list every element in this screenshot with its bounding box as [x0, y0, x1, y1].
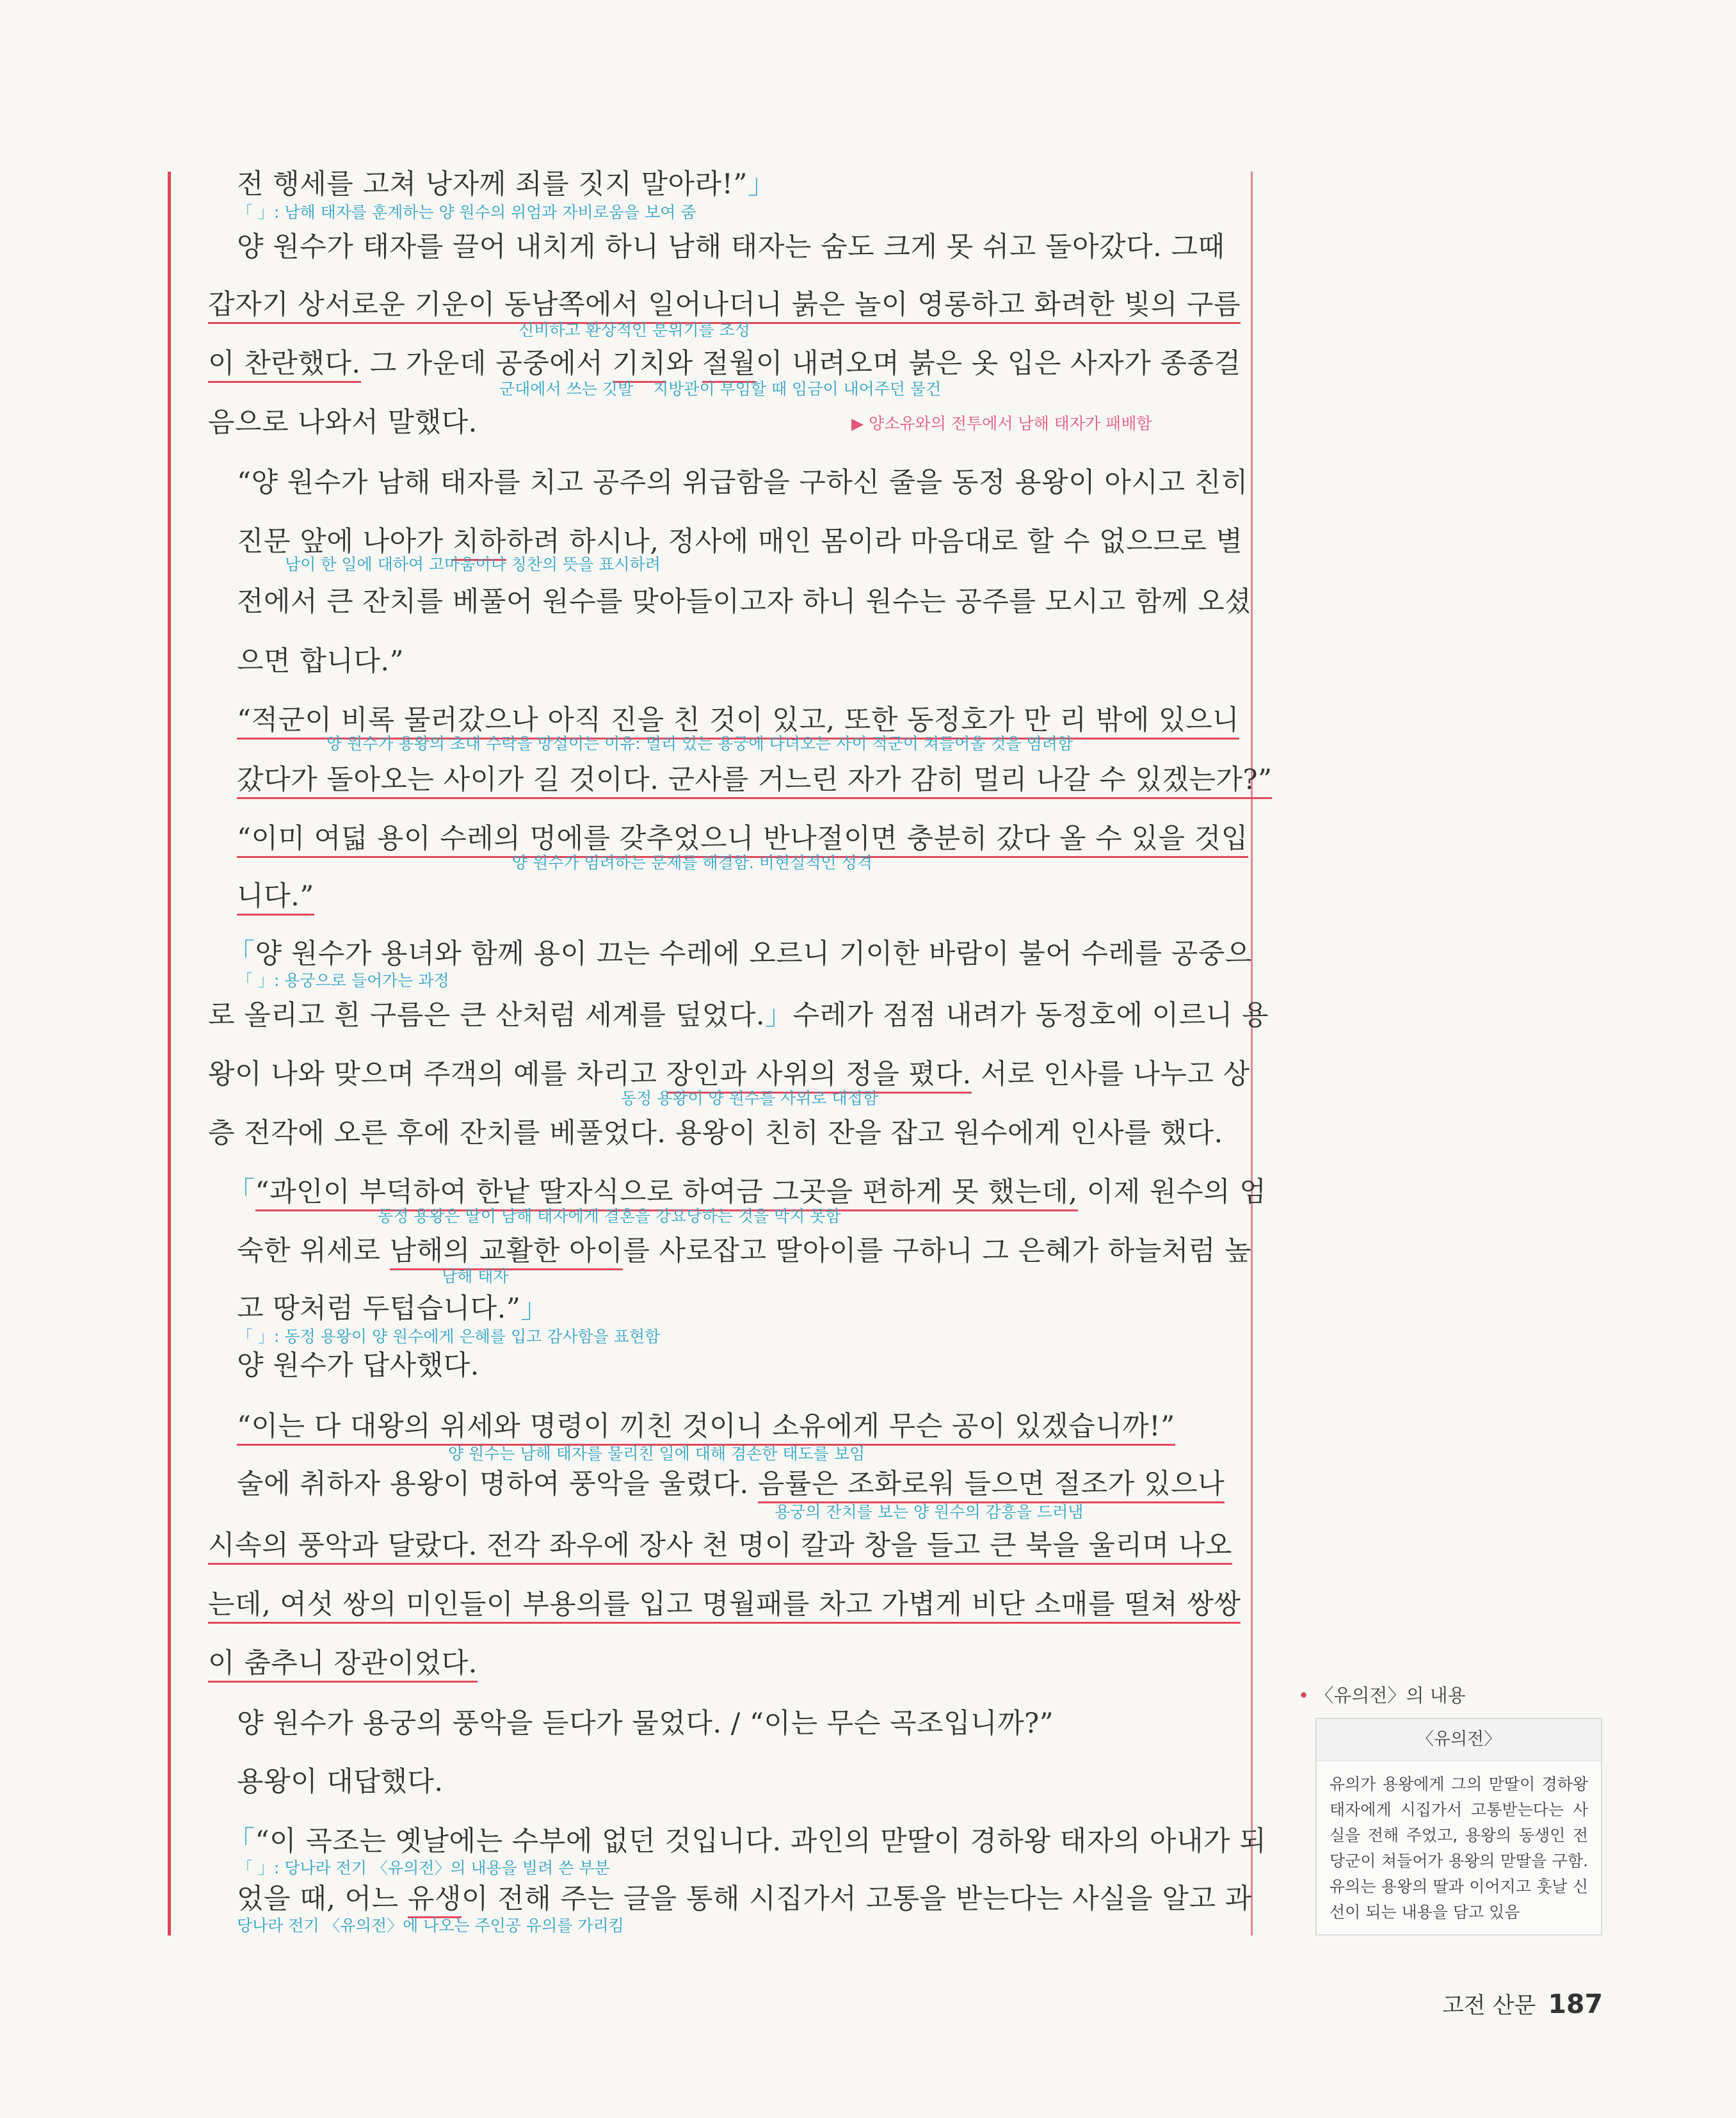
- text-line: [237, 1704, 1054, 1743]
- text-segment: “양 원수가 남해 태자를 치고 공주의 위급함을 구하신 줄을 동정 용왕이 아시고 친히: [237, 467, 1248, 499]
- page-footer: [1442, 1988, 1603, 2020]
- text-line: [208, 1644, 478, 1683]
- text-segment: 양 원수가 태자를 끌어 내치게 하니 남해 태자는 숨도 크게 못 쉬고 돌아갔다. 그때: [237, 231, 1225, 263]
- underlined-phrase: 니다.”: [237, 880, 314, 916]
- text-line: [208, 344, 1241, 383]
- text-segment: 고 땅처럼 두텁습니다.”: [237, 1293, 521, 1325]
- annotation: 「 」: 용궁으로 들어가는 과정: [237, 971, 449, 990]
- text-segment: 그 가운데 공중에서: [360, 348, 613, 380]
- left-margin-bar: [168, 172, 171, 1936]
- text-segment: 이 내려오며 붉은 옷 입은 사자가 종종걸: [755, 348, 1241, 380]
- annotation: 군대에서 쓰는 깃발: [499, 380, 634, 398]
- annotation: 양 원수가 염려하는 문제를 해결함. 비현실적인 성격: [512, 853, 872, 872]
- text-line: [237, 1346, 479, 1385]
- annotation: 신비하고 환상적인 분위기를 조성: [518, 321, 750, 339]
- info-box-title: 〈유의전〉: [1317, 1719, 1601, 1761]
- annotation: 동정 용왕이 양 원수를 사위로 대접함: [621, 1089, 878, 1108]
- text-line: [237, 820, 1248, 858]
- text-line: [227, 935, 1252, 973]
- right-margin-bar: [1251, 172, 1253, 1936]
- text-segment: 으면 합니다.”: [237, 645, 405, 677]
- text-segment: 이제 원수의 엄: [1077, 1176, 1267, 1208]
- text-segment: 양 원수가 용녀와 함께 용이 끄는 수레에 오르니 기이한 바람이 불어 수레를 공중으: [255, 938, 1252, 970]
- text-segment: 숙한 위세로: [237, 1235, 390, 1267]
- text-line: [237, 583, 1251, 621]
- underlined-phrase: 이 춤추니 장관이었다.: [208, 1647, 478, 1683]
- annotation: 남해 태자: [442, 1267, 509, 1286]
- annotation: 지방관이 부임할 때 임금이 내어주던 물건: [653, 380, 942, 398]
- text-line: [208, 1114, 1223, 1152]
- text-line: [237, 642, 404, 681]
- bracket-mark: 」: [765, 999, 793, 1031]
- text-line: [237, 1232, 1251, 1270]
- underlined-phrase: “이미 여덟 용이 수레의 멍에를 갖추었으니 반나절이면 충분히 갔다 올 수 있을 것입: [237, 823, 1248, 858]
- text-segment: 용왕이 대답했다.: [237, 1766, 444, 1798]
- text-segment: 전 행세를 고쳐 낭자께 죄를 짓지 말아라!”: [237, 168, 748, 200]
- page-number: 187: [1548, 1989, 1603, 2019]
- text-segment: 이 전해 주는 글을 통해 시집가서 고통을 받는다는 사실을 알고 과: [461, 1883, 1252, 1915]
- underlined-phrase: 남해의 교활한 아이: [390, 1235, 623, 1270]
- annotation: 「 」: 동정 용왕이 양 원수에게 은혜를 입고 감사함을 표현함: [237, 1327, 661, 1346]
- text-segment: 수레가 점점 내려가 동정호에 이르니 용: [792, 999, 1269, 1031]
- text-line: [237, 1289, 549, 1328]
- text-line: [208, 403, 478, 442]
- bracket-mark: 」: [520, 1293, 549, 1325]
- text-segment: 를 사로잡고 딸아이를 구하니 그 은혜가 하늘처럼 높: [623, 1235, 1252, 1267]
- underlined-phrase: 절월: [702, 348, 756, 383]
- text-line: [237, 1763, 444, 1801]
- text-line: [208, 1526, 1232, 1565]
- info-box: [1315, 1718, 1602, 1936]
- bracket-mark: 「: [227, 938, 255, 970]
- underlined-phrase: 시속의 풍악과 달랐다. 전각 좌우에 장사 천 명이 칼과 창을 들고 큰 북을 울리며 나오: [208, 1530, 1232, 1565]
- annotation: 양 원수가 용왕의 초대 수락을 망설이는 이유: 멀리 있는 용궁에 다녀오는 사이 적군이 쳐들어올 것을 염려함: [326, 734, 1073, 753]
- text-line: [237, 877, 314, 916]
- underlined-phrase: “이는 다 대왕의 위세와 명령이 끼친 것이니 소유에게 무슨 공이 있겠습니까!”: [237, 1411, 1175, 1446]
- underlined-phrase: 유생: [408, 1883, 462, 1918]
- annotation: 「 」: 남해 태자를 훈계하는 양 원수의 위엄과 자비로움을 보여 줌: [237, 203, 696, 222]
- text-line: [237, 1880, 1252, 1918]
- text-line: [237, 165, 775, 204]
- annotation: 당나라 전기 〈유의전〉에 나오는 주인공 유의를 가리킴: [237, 1916, 624, 1935]
- annotation: 동정 용왕은 딸이 남해 태자에게 결혼을 강요당하는 것을 막지 못함: [378, 1207, 841, 1225]
- underlined-phrase: 는데, 여섯 쌍의 미인들이 부용의를 입고 명월패를 차고 가볍게 비단 소매를 떨쳐 쌍쌍: [208, 1588, 1241, 1624]
- text-segment: 로 올리고 흰 구름은 큰 산처럼 세계를 덮었다.: [208, 999, 766, 1031]
- text-line: [237, 1407, 1175, 1446]
- text-segment: 진문 앞에 나아가: [237, 526, 453, 558]
- annotation: 남이 한 일에 대하여 고마움이나 칭찬의 뜻을 표시하려: [285, 555, 661, 574]
- text-segment: 양 원수가 용궁의 풍악을 듣다가 물었다. / “이는 무슨 곡조입니까?”: [237, 1708, 1054, 1740]
- underlined-phrase: “적군이 비록 물러갔으나 아직 진을 친 것이 있고, 또한 동정호가 만 리 밖에 있으니: [237, 704, 1239, 740]
- text-line: [208, 286, 1241, 324]
- underlined-phrase: 장인과 사위의 정을 폈다.: [666, 1058, 972, 1094]
- text-line: [237, 228, 1225, 266]
- bracket-mark: 」: [747, 168, 776, 200]
- bracket-mark: 「: [227, 1176, 255, 1208]
- text-segment: 층 전각에 오른 후에 잔치를 베풀었다. 용왕이 친히 잔을 잡고 원수에게 인사를 했다.: [208, 1117, 1223, 1149]
- bracket-mark: 「: [227, 1825, 255, 1857]
- text-segment: 와: [666, 348, 702, 380]
- text-segment: 왕이 나와 맞으며 주객의 예를 차리고: [208, 1058, 666, 1090]
- text-line: [237, 1465, 1225, 1503]
- text-segment: 전에서 큰 잔치를 베풀어 원수를 맞아들이고자 하니 원수는 공주를 모시고 함께 오셨: [237, 586, 1252, 618]
- underlined-phrase: “과인이 부덕하여 한낱 딸자식으로 하여금 그곳을 편하게 못 했는데,: [255, 1176, 1078, 1211]
- text-line: [237, 464, 1248, 502]
- text-segment: 었을 때, 어느: [237, 1883, 408, 1915]
- text-line: [227, 1822, 1266, 1861]
- text-line: [227, 1173, 1266, 1211]
- annotation: 「 」: 당나라 전기 〈유의전〉의 내용을 빌려 쓴 부분: [237, 1859, 610, 1877]
- text-line: [208, 1055, 1250, 1094]
- underlined-phrase: 갑자기 상서로운 기운이 동남쪽에서 일어나더니 붉은 놀이 영롱하고 화려한 빛의 구름: [208, 289, 1241, 324]
- text-segment: 서로 인사를 나누고 상: [971, 1058, 1250, 1090]
- text-segment: 하려 하시나, 정사에 매인 몸이라 마음대로 할 수 없으므로 별: [506, 526, 1243, 558]
- underlined-phrase: 음률은 조화로워 들으면 절조가 있으나: [758, 1468, 1225, 1503]
- underlined-phrase: 치하: [453, 526, 506, 561]
- info-box-body: 유의가 용왕에게 그의 맏딸이 경하왕 태자에게 시집가서 고통받는다는 사실을 전해 주었고, 용왕의 동생인 전당군이 쳐들어가 용왕의 맏딸을 구함. 유의는 용왕의 딸과 이어지고 훗날 신선이 되는 내용을 담고 있음: [1330, 1775, 1588, 1921]
- underlined-phrase: 이 찬란했다.: [208, 348, 361, 383]
- annotation: 양 원수는 남해 태자를 물리친 일에 대해 겸손한 태도를 보임: [448, 1444, 865, 1463]
- text-line: [208, 996, 1269, 1035]
- text-segment: 양 원수가 답사했다.: [237, 1350, 479, 1382]
- annotation: 용궁의 잔치를 보는 양 원수의 감흥을 드러냄: [775, 1503, 1084, 1521]
- underlined-phrase: 갔다가 돌아오는 사이가 길 것이다. 군사를 거느린 자가 감히 멀리 나갈 수 있겠는가?”: [237, 764, 1272, 799]
- text-line: [237, 761, 1272, 799]
- sidebar-heading: • 〈유의전〉의 내용: [1298, 1685, 1466, 1706]
- text-line: [208, 1585, 1241, 1624]
- summary-note: ▶ 양소유와의 전투에서 남해 태자가 패배함: [851, 414, 1152, 433]
- text-segment: 음으로 나와서 말했다.: [208, 407, 478, 439]
- underlined-phrase: 기치: [613, 348, 666, 383]
- text-segment: 술에 취하자 용왕이 명하여 풍악을 울렸다.: [237, 1468, 758, 1500]
- section-name: 고전 산문: [1442, 1993, 1536, 2019]
- text-segment: “이 곡조는 옛날에는 수부에 없던 것입니다. 과인의 맏딸이 경하왕 태자의 아내가 되: [255, 1825, 1267, 1857]
